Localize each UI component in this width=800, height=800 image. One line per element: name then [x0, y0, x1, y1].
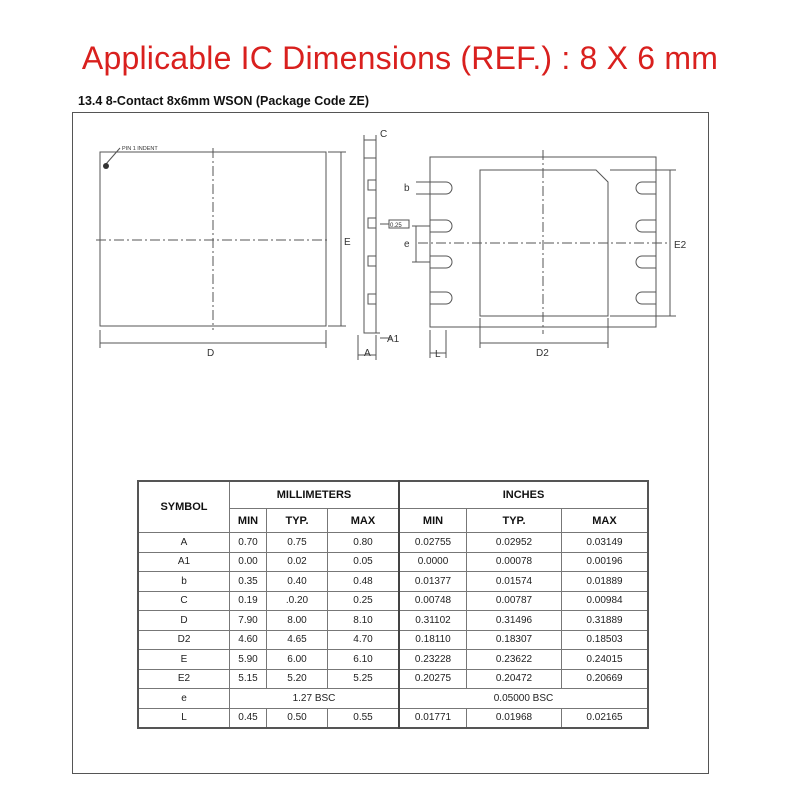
cell-in-max: 0.03149 — [562, 533, 649, 553]
cell-in-max: 0.00196 — [562, 552, 649, 572]
cell-in-typ: 0.23622 — [467, 650, 562, 670]
header-millimeters: MILLIMETERS — [230, 481, 400, 509]
label-d: D — [207, 348, 215, 359]
cell-mm-max: 0.80 — [328, 533, 400, 553]
cell-symbol: C — [138, 591, 230, 611]
cell-in-typ: 0.01968 — [467, 708, 562, 728]
cell-mm-min: 0.70 — [230, 533, 267, 553]
cell-mm-typ: 6.00 — [267, 650, 328, 670]
table-header-row-1 — [138, 481, 648, 509]
label-b: b — [404, 183, 410, 194]
cell-in-max: 0.00984 — [562, 591, 649, 611]
cell-mm-typ: 0.50 — [267, 708, 328, 728]
cell-mm-typ: 0.40 — [267, 572, 328, 592]
cell-mm-min: 7.90 — [230, 611, 267, 631]
label-gauge: 0.25 — [390, 223, 402, 229]
cell-mm-typ: 8.00 — [267, 611, 328, 631]
cell-in-min: 0.01771 — [399, 708, 467, 728]
cell-mm-min: 0.00 — [230, 552, 267, 572]
cell-in-min: 0.31102 — [399, 611, 467, 631]
cell-mm-min: 0.35 — [230, 572, 267, 592]
dimensions-table — [137, 480, 649, 729]
label-c: C — [380, 129, 388, 140]
cell-mm-typ: 5.20 — [267, 669, 328, 689]
cell-mm-min: 0.19 — [230, 591, 267, 611]
cell-symbol: E — [138, 650, 230, 670]
cell-symbol: A — [138, 533, 230, 553]
subheader-mm-max: MAX — [328, 509, 400, 533]
cell-mm-max: 0.25 — [328, 591, 400, 611]
cell-mm-min: 0.45 — [230, 708, 267, 728]
table-row — [138, 533, 648, 553]
page-headline: Applicable IC Dimensions (REF.) : 8 X 6 mm — [81, 40, 719, 76]
cell-in-min: 0.23228 — [399, 650, 467, 670]
header-symbol: SYMBOL — [138, 481, 230, 533]
subheader-mm-min: MIN — [230, 509, 267, 533]
cell-mm-max: 6.10 — [328, 650, 400, 670]
subheader-mm-typ: TYP. — [267, 509, 328, 533]
label-l: L — [435, 349, 441, 360]
cell-symbol: e — [138, 689, 230, 709]
cell-mm-max: 4.70 — [328, 630, 400, 650]
cell-symbol: D2 — [138, 630, 230, 650]
side-view-leads — [368, 180, 376, 304]
table-row — [138, 650, 648, 670]
cell-mm-min: 5.15 — [230, 669, 267, 689]
pin1-leader — [106, 148, 120, 164]
cell-in-max: 0.24015 — [562, 650, 649, 670]
cell-in-typ: 0.20472 — [467, 669, 562, 689]
cell-in-max: 0.01889 — [562, 572, 649, 592]
side-view-body — [364, 158, 376, 333]
cell-symbol: D — [138, 611, 230, 631]
pin1-indent-dot — [103, 163, 109, 169]
section-title: 13.4 8-Contact 8x6mm WSON (Package Code ZE) — [78, 94, 370, 108]
cell-in-min: 0.20275 — [399, 669, 467, 689]
cell-symbol: A1 — [138, 552, 230, 572]
label-a: A — [364, 348, 371, 359]
cell-in-typ: 0.18307 — [467, 630, 562, 650]
cell-mm-max: 0.48 — [328, 572, 400, 592]
cell-in-bsc: 0.05000 BSC — [399, 689, 648, 709]
subheader-in-max: MAX — [562, 509, 649, 533]
cell-in-typ: 0.00078 — [467, 552, 562, 572]
subheader-in-min: MIN — [399, 509, 467, 533]
label-a1: A1 — [387, 334, 400, 345]
label-e: E — [344, 237, 351, 248]
cell-mm-bsc: 1.27 BSC — [230, 689, 400, 709]
cell-mm-max: 8.10 — [328, 611, 400, 631]
table-row — [138, 708, 648, 728]
cell-in-typ: 0.00787 — [467, 591, 562, 611]
table-row — [138, 572, 648, 592]
cell-mm-typ: 0.75 — [267, 533, 328, 553]
header-inches: INCHES — [399, 481, 648, 509]
cell-in-min: 0.01377 — [399, 572, 467, 592]
cell-in-min: 0.0000 — [399, 552, 467, 572]
cell-in-typ: 0.01574 — [467, 572, 562, 592]
table-row — [138, 611, 648, 631]
cell-in-max: 0.20669 — [562, 669, 649, 689]
table-row — [138, 689, 648, 709]
cell-symbol: b — [138, 572, 230, 592]
cell-mm-typ: 0.02 — [267, 552, 328, 572]
table-row — [138, 591, 648, 611]
label-e-pitch: e — [404, 239, 410, 250]
cell-mm-min: 5.90 — [230, 650, 267, 670]
cell-mm-max: 5.25 — [328, 669, 400, 689]
cell-mm-min: 4.60 — [230, 630, 267, 650]
cell-in-min: 0.00748 — [399, 591, 467, 611]
cell-in-min: 0.18110 — [399, 630, 467, 650]
cell-in-max: 0.02165 — [562, 708, 649, 728]
cell-symbol: E2 — [138, 669, 230, 689]
cell-symbol: L — [138, 708, 230, 728]
cell-mm-typ: .0.20 — [267, 591, 328, 611]
cell-in-max: 0.31889 — [562, 611, 649, 631]
cell-mm-max: 0.55 — [328, 708, 400, 728]
subheader-in-typ: TYP. — [467, 509, 562, 533]
table-row — [138, 630, 648, 650]
cell-in-typ: 0.31496 — [467, 611, 562, 631]
table-row — [138, 552, 648, 572]
cell-mm-max: 0.05 — [328, 552, 400, 572]
cell-mm-typ: 4.65 — [267, 630, 328, 650]
cell-in-max: 0.18503 — [562, 630, 649, 650]
table-row — [138, 669, 648, 689]
label-e2: E2 — [674, 240, 687, 251]
cell-in-typ: 0.02952 — [467, 533, 562, 553]
label-pin1: PIN 1 INDENT — [122, 146, 158, 152]
label-d2: D2 — [536, 348, 549, 359]
cell-in-min: 0.02755 — [399, 533, 467, 553]
